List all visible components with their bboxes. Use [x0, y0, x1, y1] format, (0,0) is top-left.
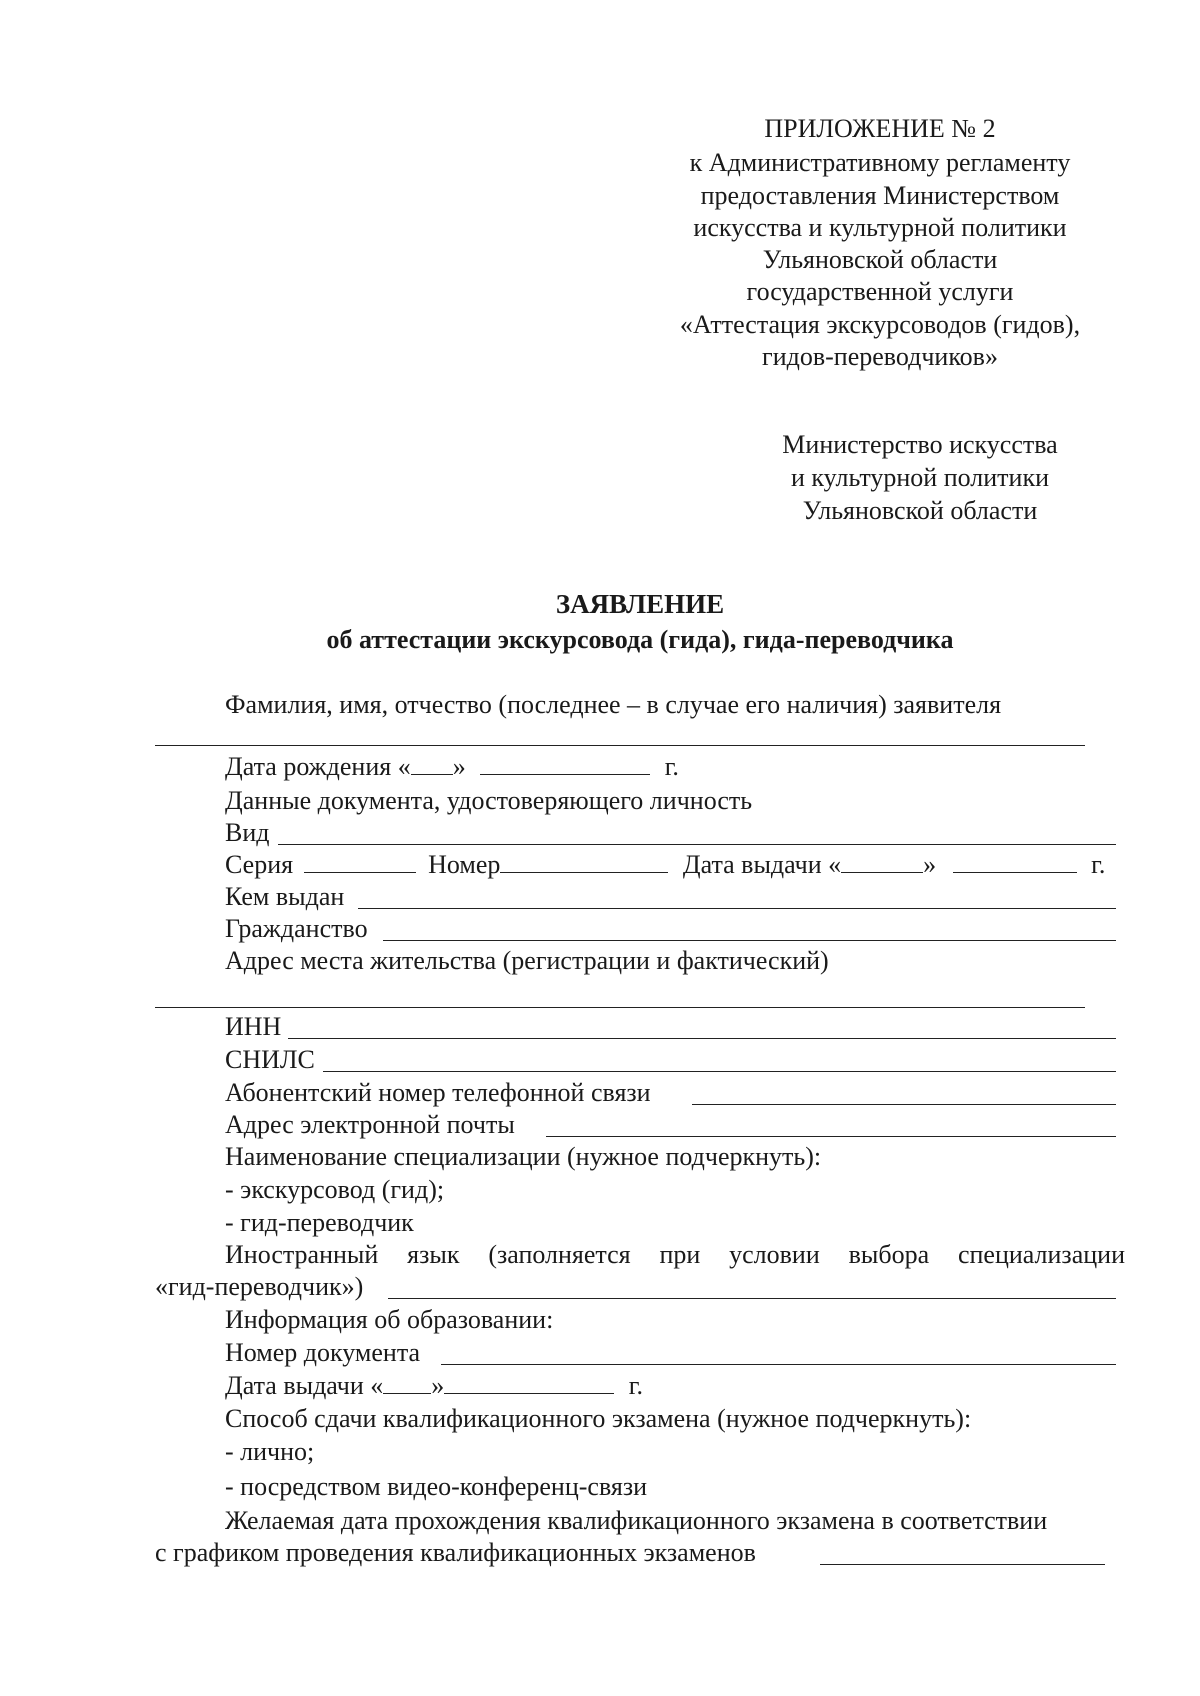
appendix-line: гидов-переводчиков» [762, 342, 998, 371]
birth-date-label: Дата рождения « [225, 752, 411, 781]
kind-field[interactable] [278, 844, 1116, 845]
kind-label: Вид [225, 818, 270, 847]
phone-field[interactable] [692, 1104, 1116, 1105]
fio-label: Фамилия, имя, отчество (последнее – в случае его наличия) заявителя [225, 690, 1002, 719]
series-field[interactable] [304, 850, 416, 873]
appendix-line: предоставления Министерством [700, 181, 1060, 210]
foreign-language-label: Иностранный язык (заполняется при условии выбора специализации [225, 1240, 1125, 1269]
email-label: Адрес электронной почты [225, 1110, 515, 1139]
exam-method-label: Способ сдачи квалификационного экзамена (нужное подчеркнуть): [225, 1404, 972, 1433]
email-field[interactable] [546, 1136, 1116, 1137]
birth-month-field[interactable] [480, 752, 650, 775]
number-field[interactable] [500, 850, 668, 873]
appendix-line: к Административному регламенту [689, 148, 1071, 177]
citizenship-label: Гражданство [225, 914, 368, 943]
edu-issue-day-field[interactable] [383, 1371, 431, 1394]
specialization-option-guide[interactable]: - экскурсовод (гид); [225, 1175, 445, 1204]
address-label: Адрес места жительства (регистрации и фактический) [225, 946, 829, 975]
edu-issue-date-row [225, 1371, 643, 1401]
issue-date-quote: » [923, 850, 937, 879]
specialization-option-interpreter[interactable]: - гид-переводчик [225, 1208, 414, 1237]
snils-label: СНИЛС [225, 1045, 315, 1074]
issued-by-label: Кем выдан [225, 882, 345, 911]
issue-day-field[interactable] [841, 850, 923, 873]
edu-issue-month-field[interactable] [444, 1371, 614, 1394]
foreign-language-label-cont: «гид-переводчик») [155, 1272, 364, 1301]
birth-date-quote: » [452, 752, 466, 781]
inn-label: ИНН [225, 1012, 282, 1041]
fio-field[interactable] [155, 745, 1085, 746]
year-suffix: г. [664, 752, 679, 781]
appendix-line: «Аттестация экскурсоводов (гидов), [679, 310, 1081, 339]
document-title: ЗАЯВЛЕНИЕ [555, 589, 725, 619]
doc-number-field[interactable] [441, 1364, 1116, 1365]
appendix-line: государственной услуги [746, 277, 1014, 306]
appendix-line: искусства и культурной политики [693, 213, 1067, 242]
exam-method-option-in-person[interactable]: - лично; [225, 1437, 315, 1466]
doc-number-label: Номер документа [225, 1338, 421, 1367]
addressee-line: Ульяновской области [802, 496, 1038, 525]
series-label: Серия [225, 850, 294, 879]
issue-year-suffix: г. [1091, 850, 1106, 879]
exam-method-option-video[interactable]: - посредством видео-конференц-связи [225, 1472, 648, 1501]
appendix-title: ПРИЛОЖЕНИЕ № 2 [764, 114, 996, 143]
addressee-line: Министерство искусства [782, 430, 1058, 459]
id-doc-label: Данные документа, удостоверяющего личность [225, 786, 753, 815]
issue-date-label: Дата выдачи « [682, 850, 842, 879]
citizenship-field[interactable] [383, 940, 1116, 941]
inn-field[interactable] [288, 1038, 1116, 1039]
edu-year-suffix: г. [628, 1371, 644, 1400]
address-field[interactable] [155, 1007, 1085, 1008]
desired-date-label-cont: с графиком проведения квалификационных экзаменов [155, 1538, 756, 1567]
issued-by-field[interactable] [358, 908, 1116, 909]
phone-label: Абонентский номер телефонной связи [225, 1078, 651, 1107]
education-label: Информация об образовании: [225, 1305, 554, 1334]
desired-date-field[interactable] [820, 1564, 1105, 1565]
issue-month-field[interactable] [953, 850, 1077, 873]
edu-issue-date-label: Дата выдачи « [225, 1371, 384, 1400]
appendix-line: Ульяновской области [762, 245, 998, 274]
edu-issue-date-quote: » [431, 1371, 445, 1400]
snils-field[interactable] [323, 1071, 1116, 1072]
addressee-line: и культурной политики [790, 463, 1049, 492]
series-row [225, 850, 1105, 880]
foreign-language-field[interactable] [388, 1298, 1116, 1299]
document-subtitle: об аттестации экскурсовода (гида), гида-переводчика [326, 625, 954, 654]
specialization-label: Наименование специализации (нужное подчеркнуть): [225, 1142, 822, 1171]
birth-day-field[interactable] [411, 752, 453, 775]
birth-date-row [225, 752, 679, 782]
number-label: Номер [428, 850, 501, 879]
desired-date-label: Желаемая дата прохождения квалификационного экзамена в соответствии [225, 1506, 1048, 1535]
